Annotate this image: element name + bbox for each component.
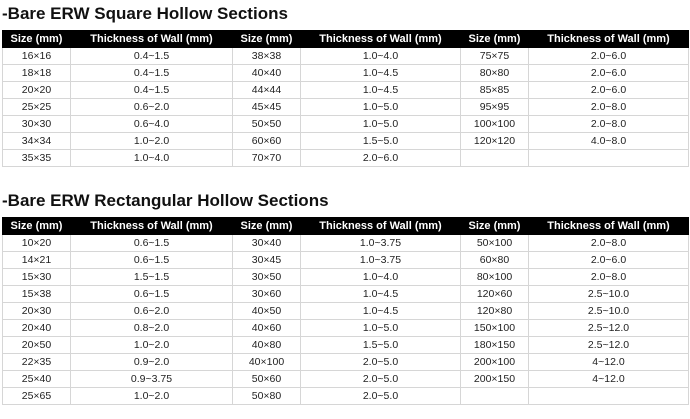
size-cell: 25×65 — [3, 388, 71, 405]
thickness-cell — [529, 388, 689, 405]
thickness-cell: 0.6~1.5 — [71, 235, 233, 252]
rectangular-section — [2, 187, 688, 405]
table-row — [3, 252, 689, 269]
size-header: Size (mm) — [233, 31, 301, 48]
size-cell: 100×100 — [461, 116, 529, 133]
thickness-cell: 0.6~2.0 — [71, 303, 233, 320]
square-section — [2, 0, 688, 167]
thickness-cell: 1.0~4.5 — [301, 65, 461, 82]
thickness-cell: 2.5~12.0 — [529, 320, 689, 337]
size-cell — [461, 150, 529, 167]
size-header: Size (mm) — [3, 218, 71, 235]
size-cell: 70×70 — [233, 150, 301, 167]
table-row — [3, 354, 689, 371]
size-cell: 30×50 — [233, 269, 301, 286]
size-cell: 45×45 — [233, 99, 301, 116]
thickness-cell: 1.0~5.0 — [301, 320, 461, 337]
thickness-cell: 1.0~5.0 — [301, 99, 461, 116]
thickness-cell: 2.5~10.0 — [529, 286, 689, 303]
thickness-cell: 1.0~3.75 — [301, 252, 461, 269]
table-row — [3, 65, 689, 82]
thickness-cell: 2.0~8.0 — [529, 116, 689, 133]
thickness-cell: 0.6~1.5 — [71, 286, 233, 303]
size-cell: 30×45 — [233, 252, 301, 269]
thickness-header: Thickness of Wall (mm) — [529, 218, 689, 235]
table-row — [3, 269, 689, 286]
size-cell: 50×60 — [233, 371, 301, 388]
thickness-cell: 1.0~2.0 — [71, 133, 233, 150]
size-cell: 25×40 — [3, 371, 71, 388]
size-cell: 30×40 — [233, 235, 301, 252]
size-cell: 15×38 — [3, 286, 71, 303]
size-header: Size (mm) — [3, 31, 71, 48]
size-cell: 75×75 — [461, 48, 529, 65]
thickness-cell: 1.0~4.5 — [301, 303, 461, 320]
size-cell: 40×60 — [233, 320, 301, 337]
size-cell: 80×80 — [461, 65, 529, 82]
size-cell: 30×30 — [3, 116, 71, 133]
size-cell: 20×30 — [3, 303, 71, 320]
size-cell: 50×50 — [233, 116, 301, 133]
thickness-cell: 1.0~4.5 — [301, 82, 461, 99]
thickness-cell: 1.5~5.0 — [301, 133, 461, 150]
thickness-cell: 1.0~2.0 — [71, 337, 233, 354]
table-row — [3, 133, 689, 150]
size-cell: 40×80 — [233, 337, 301, 354]
thickness-cell: 0.9~3.75 — [71, 371, 233, 388]
table-row — [3, 150, 689, 167]
square-header-row — [3, 31, 689, 48]
thickness-cell: 2.0~5.0 — [301, 354, 461, 371]
thickness-cell: 2.5~10.0 — [529, 303, 689, 320]
table-row — [3, 82, 689, 99]
thickness-cell: 4.0~8.0 — [529, 133, 689, 150]
size-cell: 44×44 — [233, 82, 301, 99]
size-cell: 14×21 — [3, 252, 71, 269]
thickness-cell: 1.5~1.5 — [71, 269, 233, 286]
thickness-cell: 2.0~6.0 — [529, 48, 689, 65]
size-header: Size (mm) — [233, 218, 301, 235]
size-cell: 22×35 — [3, 354, 71, 371]
square-table — [2, 30, 689, 167]
size-cell: 34×34 — [3, 133, 71, 150]
thickness-cell: 4~12.0 — [529, 371, 689, 388]
thickness-cell: 0.4~1.5 — [71, 82, 233, 99]
thickness-header: Thickness of Wall (mm) — [301, 31, 461, 48]
size-cell: 120×60 — [461, 286, 529, 303]
rectangular-section-title: -Bare ERW Rectangular Hollow Sections — [2, 191, 329, 210]
thickness-header: Thickness of Wall (mm) — [301, 218, 461, 235]
thickness-cell: 2.0~6.0 — [529, 82, 689, 99]
thickness-cell: 1.0~2.0 — [71, 388, 233, 405]
size-cell: 15×30 — [3, 269, 71, 286]
size-cell: 40×40 — [233, 65, 301, 82]
size-cell: 20×40 — [3, 320, 71, 337]
table-row — [3, 371, 689, 388]
size-cell: 38×38 — [233, 48, 301, 65]
thickness-cell: 1.0~4.5 — [301, 286, 461, 303]
table-row — [3, 303, 689, 320]
thickness-cell: 0.6~2.0 — [71, 99, 233, 116]
size-cell: 200×100 — [461, 354, 529, 371]
thickness-cell: 2.0~8.0 — [529, 269, 689, 286]
rectangular-header-row — [3, 218, 689, 235]
rectangular-table — [2, 217, 689, 405]
table-row — [3, 99, 689, 116]
thickness-cell: 2.0~6.0 — [301, 150, 461, 167]
thickness-cell: 1.0~5.0 — [301, 116, 461, 133]
table-row — [3, 286, 689, 303]
size-cell: 120×80 — [461, 303, 529, 320]
size-cell: 16×16 — [3, 48, 71, 65]
thickness-cell: 0.9~2.0 — [71, 354, 233, 371]
thickness-cell — [529, 150, 689, 167]
thickness-cell: 2.0~5.0 — [301, 388, 461, 405]
thickness-cell: 1.5~5.0 — [301, 337, 461, 354]
size-cell — [461, 388, 529, 405]
size-cell: 50×100 — [461, 235, 529, 252]
size-cell: 35×35 — [3, 150, 71, 167]
thickness-cell: 2.0~5.0 — [301, 371, 461, 388]
thickness-cell: 1.0~4.0 — [301, 48, 461, 65]
size-cell: 40×100 — [233, 354, 301, 371]
square-table-body — [3, 48, 689, 167]
thickness-cell: 0.6~1.5 — [71, 252, 233, 269]
thickness-header: Thickness of Wall (mm) — [71, 31, 233, 48]
square-section-title: -Bare ERW Square Hollow Sections — [2, 4, 288, 23]
table-row — [3, 235, 689, 252]
table-row — [3, 116, 689, 133]
size-cell: 25×25 — [3, 99, 71, 116]
thickness-cell: 0.6~4.0 — [71, 116, 233, 133]
thickness-header: Thickness of Wall (mm) — [529, 31, 689, 48]
rectangular-table-body — [3, 235, 689, 405]
thickness-cell: 1.0~3.75 — [301, 235, 461, 252]
size-cell: 30×60 — [233, 286, 301, 303]
size-cell: 60×80 — [461, 252, 529, 269]
size-cell: 200×150 — [461, 371, 529, 388]
size-cell: 180×150 — [461, 337, 529, 354]
thickness-cell: 2.0~8.0 — [529, 99, 689, 116]
thickness-cell: 0.4~1.5 — [71, 48, 233, 65]
thickness-cell: 4~12.0 — [529, 354, 689, 371]
size-cell: 120×120 — [461, 133, 529, 150]
thickness-header: Thickness of Wall (mm) — [71, 218, 233, 235]
table-row — [3, 48, 689, 65]
thickness-cell: 2.0~6.0 — [529, 252, 689, 269]
thickness-cell: 1.0~4.0 — [71, 150, 233, 167]
size-cell: 60×60 — [233, 133, 301, 150]
size-cell: 80×100 — [461, 269, 529, 286]
thickness-cell: 2.0~8.0 — [529, 235, 689, 252]
table-row — [3, 320, 689, 337]
table-row — [3, 337, 689, 354]
size-cell: 20×20 — [3, 82, 71, 99]
size-cell: 85×85 — [461, 82, 529, 99]
size-cell: 10×20 — [3, 235, 71, 252]
size-cell: 20×50 — [3, 337, 71, 354]
table-row — [3, 388, 689, 405]
thickness-cell: 2.0~6.0 — [529, 65, 689, 82]
size-cell: 40×50 — [233, 303, 301, 320]
thickness-cell: 0.8~2.0 — [71, 320, 233, 337]
size-header: Size (mm) — [461, 31, 529, 48]
thickness-cell: 2.5~12.0 — [529, 337, 689, 354]
thickness-cell: 0.4~1.5 — [71, 65, 233, 82]
size-cell: 18×18 — [3, 65, 71, 82]
thickness-cell: 1.0~4.0 — [301, 269, 461, 286]
size-cell: 95×95 — [461, 99, 529, 116]
size-header: Size (mm) — [461, 218, 529, 235]
size-cell: 150×100 — [461, 320, 529, 337]
size-cell: 50×80 — [233, 388, 301, 405]
